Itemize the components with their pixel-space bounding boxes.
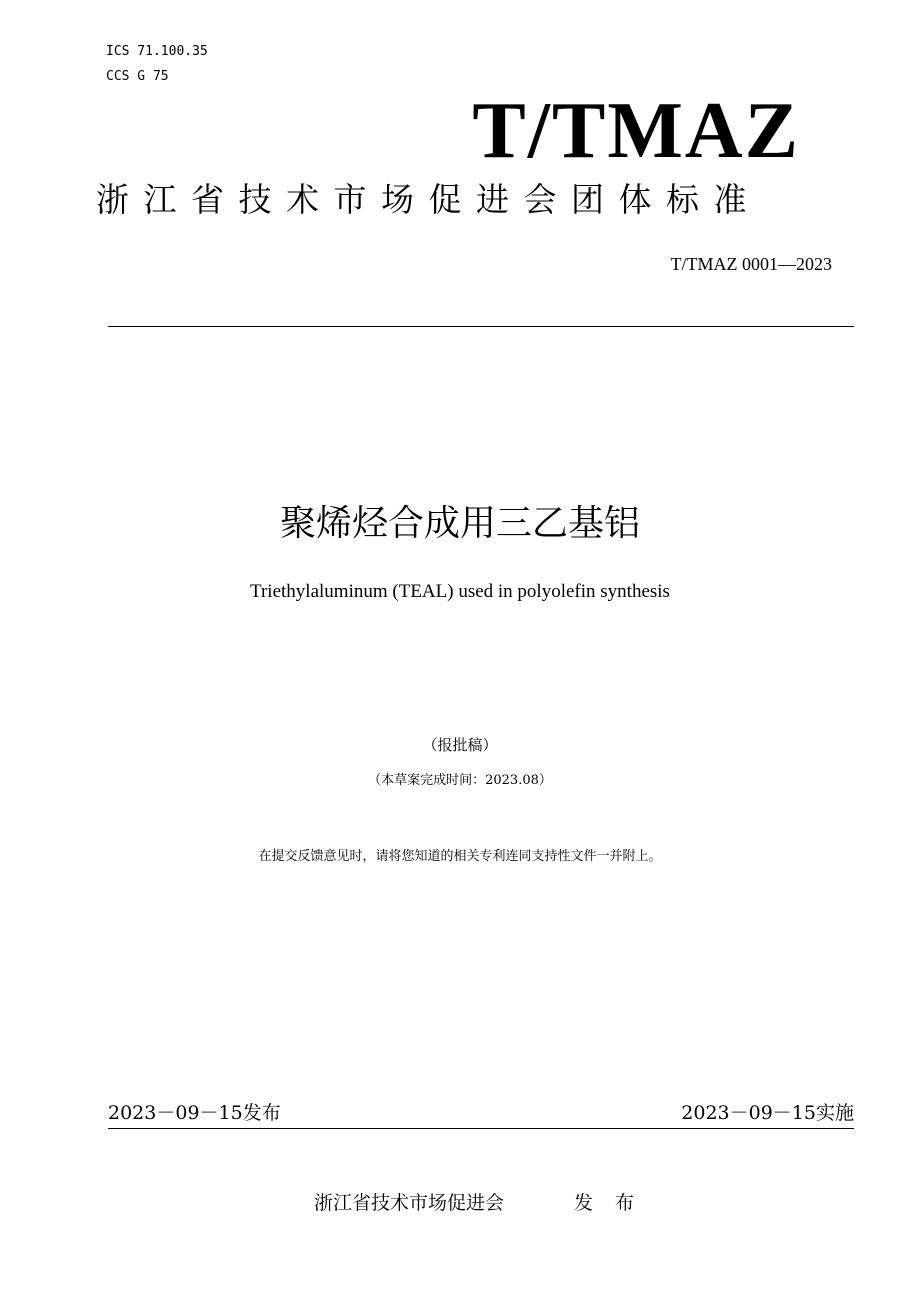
organization-code: T/TMAZ — [472, 87, 800, 175]
organization-standard-title: 浙江省技术市场促进会团体标准 — [96, 180, 761, 219]
feedback-note: 在提交反馈意见时，请将您知道的相关专利连同支持性文件一并附上。 — [258, 849, 662, 864]
document-title-english: Triethylaluminum (TEAL) used in polyolefin synthesis — [250, 581, 670, 602]
publish-date: 2023－09－15发布 — [108, 1102, 281, 1124]
bottom-divider — [108, 1128, 854, 1129]
publisher-name: 浙江省技术市场促进会 — [314, 1192, 505, 1214]
effective-date: 2023－09－15实施 — [681, 1102, 854, 1124]
ics-code: ICS 71.100.35 — [106, 44, 208, 59]
top-divider — [108, 326, 854, 327]
draft-completion-date: （本草案完成时间：2023.08） — [368, 773, 552, 788]
ccs-code: CCS G 75 — [106, 69, 169, 84]
document-title-chinese: 聚烯烃合成用三乙基铝 — [279, 503, 640, 544]
standard-number: T/TMAZ 0001—2023 — [670, 254, 832, 274]
draft-status: （报批稿） — [422, 736, 498, 754]
publish-label: 发 布 — [574, 1192, 643, 1214]
